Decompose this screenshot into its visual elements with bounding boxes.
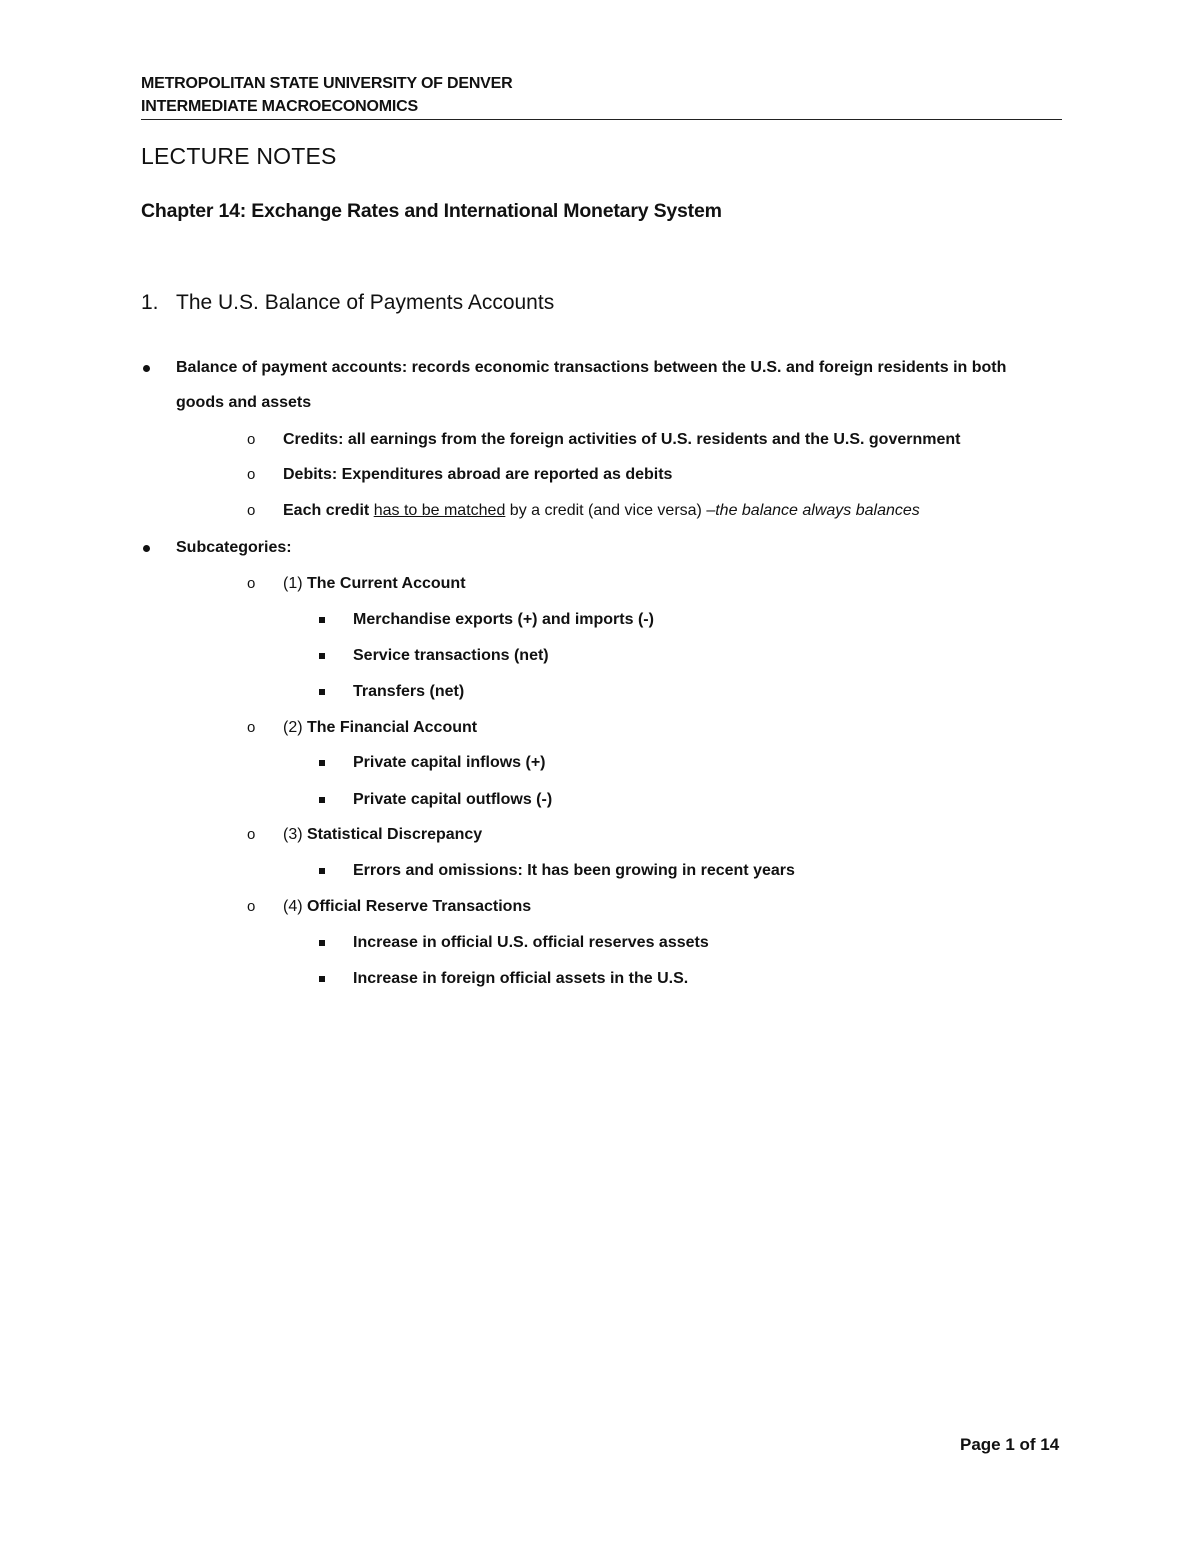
list-item-transfers xyxy=(353,681,464,703)
list-item-capital-outflows xyxy=(353,789,552,811)
list-item-capital-inflows xyxy=(353,752,546,774)
chapter-heading: Chapter 14: Exchange Rates and International Monetary System xyxy=(141,200,722,222)
list-item-bop-cont xyxy=(176,392,311,414)
circle-bullet-icon: o xyxy=(247,575,256,592)
list-item-merchandise xyxy=(353,609,654,631)
reserve-num: (4) xyxy=(283,898,303,915)
list-item-statistical-discrepancy xyxy=(247,824,483,846)
section-title: The U.S. Balance of Payments Accounts xyxy=(176,291,555,314)
list-item-current-account xyxy=(247,573,466,595)
debits-text: Debits: Expenditures abroad are reported as debits xyxy=(283,466,673,483)
section-number: 1. xyxy=(141,291,159,314)
statistical-label: Statistical Discrepancy xyxy=(302,826,483,843)
list-item-financial-account xyxy=(247,717,478,739)
list-item-us-reserves xyxy=(353,932,709,954)
circle-bullet-icon: o xyxy=(247,502,256,519)
square-bullet-icon xyxy=(319,689,325,695)
circle-bullet-icon: o xyxy=(247,466,256,483)
services-text: Service transactions (net) xyxy=(353,647,549,664)
list-item-credits xyxy=(247,429,961,451)
subcategories-label: Subcategories: xyxy=(176,539,292,556)
square-bullet-icon xyxy=(319,617,325,623)
merchandise-text: Merchandise exports (+) and imports (-) xyxy=(353,611,654,628)
circle-bullet-icon: o xyxy=(247,719,256,736)
us-reserves-text: Increase in official U.S. official reserves assets xyxy=(353,934,709,951)
document-header xyxy=(141,72,1062,118)
circle-bullet-icon: o xyxy=(247,826,256,843)
list-item-official-reserve xyxy=(247,896,532,918)
square-bullet-icon xyxy=(319,653,325,659)
credits-text: Credits: all earnings from the foreign activities of U.S. residents and the U.S. government xyxy=(283,431,961,448)
bullet-dot-icon xyxy=(143,545,150,552)
university-name: METROPOLITAN STATE UNIVERSITY OF DENVER xyxy=(141,75,513,92)
matching-text-underlined: has to be matched xyxy=(373,502,506,519)
foreign-assets-text: Increase in foreign official assets in the U.S. xyxy=(353,970,689,987)
list-item-bop xyxy=(176,357,1006,379)
matching-text-mid: by a credit (and vice versa) – xyxy=(505,502,716,519)
list-item-foreign-assets xyxy=(353,968,688,990)
matching-text-italic: the balance always balances xyxy=(715,502,920,519)
circle-bullet-icon: o xyxy=(247,431,256,448)
course-name: INTERMEDIATE MACROECONOMICS xyxy=(141,98,418,115)
square-bullet-icon xyxy=(319,940,325,946)
square-bullet-icon xyxy=(319,868,325,874)
header-divider xyxy=(141,119,1062,120)
list-item-subcategories xyxy=(176,537,292,559)
square-bullet-icon xyxy=(319,976,325,982)
page-number: Page 1 of 14 xyxy=(960,1435,1060,1454)
statistical-num: (3) xyxy=(283,826,303,843)
capital-inflows-text: Private capital inflows (+) xyxy=(353,754,546,771)
list-item-errors xyxy=(353,860,795,882)
transfers-text: Transfers (net) xyxy=(353,683,465,700)
page-title: LECTURE NOTES xyxy=(141,143,337,169)
financial-account-num: (2) xyxy=(283,719,303,736)
bop-line-2: goods and assets xyxy=(176,394,312,411)
financial-account-label: The Financial Account xyxy=(302,719,478,736)
bop-line-1: Balance of payment accounts: records economic transactions between the U.S. and foreign residents in both xyxy=(176,359,1007,376)
current-account-num: (1) xyxy=(283,575,303,592)
square-bullet-icon xyxy=(319,797,325,803)
capital-outflows-text: Private capital outflows (-) xyxy=(353,791,553,808)
errors-text: Errors and omissions: It has been growing in recent years xyxy=(353,862,795,879)
list-item-matching xyxy=(247,500,920,522)
bullet-dot-icon xyxy=(143,365,150,372)
matching-text-pre: Each credit xyxy=(283,502,374,519)
list-item-services xyxy=(353,645,549,667)
section-heading xyxy=(141,291,554,315)
circle-bullet-icon: o xyxy=(247,898,256,915)
square-bullet-icon xyxy=(319,760,325,766)
list-item-debits xyxy=(247,464,673,486)
reserve-label: Official Reserve Transactions xyxy=(302,898,532,915)
current-account-label: The Current Account xyxy=(302,575,466,592)
